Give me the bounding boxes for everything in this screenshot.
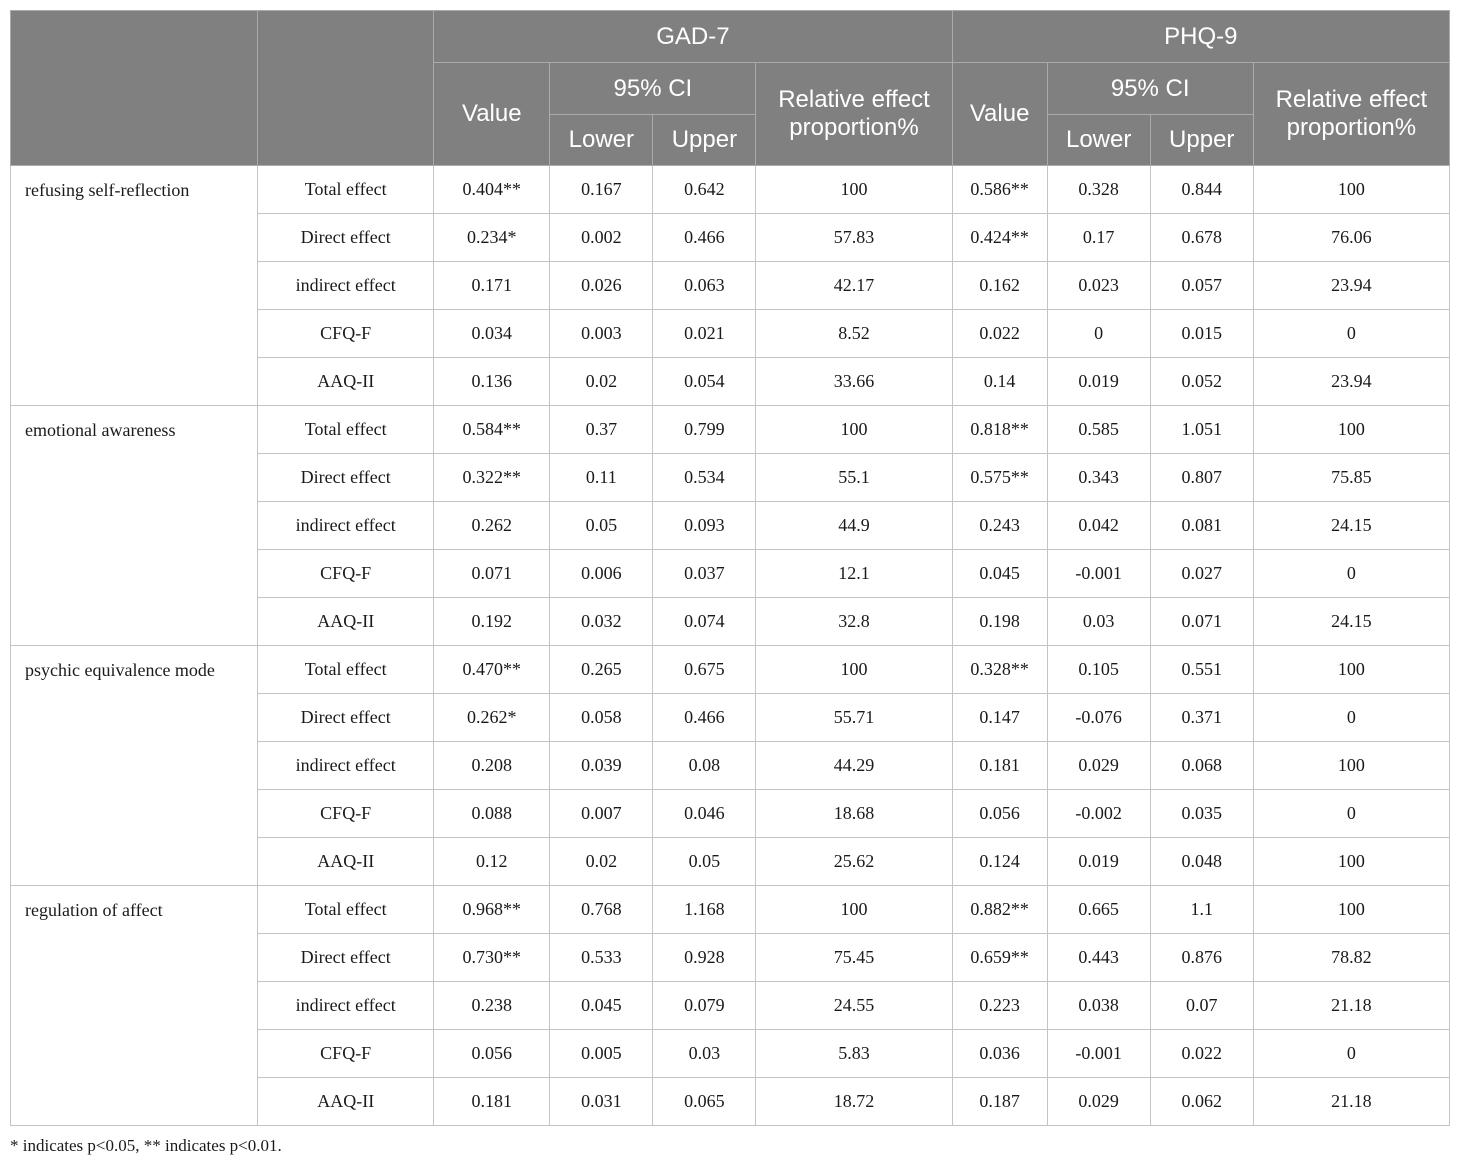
table-row (11, 886, 1450, 934)
gad7-ci-upper-cell: 0.046 (653, 790, 756, 838)
gad7-ci-lower-cell: 0.039 (550, 742, 653, 790)
header-phq9-ci: 95% CI (1047, 63, 1253, 115)
gad7-value-cell: 0.238 (434, 982, 550, 1030)
phq9-ci-upper-cell: 0.057 (1150, 262, 1253, 310)
phq9-value-cell: 0.243 (952, 502, 1047, 550)
effect-label: CFQ-F (258, 310, 434, 358)
phq9-ci-lower-cell: 0.585 (1047, 406, 1150, 454)
phq9-value-cell: 0.14 (952, 358, 1047, 406)
phq9-relative-proportion-cell: 23.94 (1253, 262, 1449, 310)
gad7-ci-upper-cell: 0.05 (653, 838, 756, 886)
phq9-value-cell: 0.223 (952, 982, 1047, 1030)
phq9-ci-lower-cell: 0.029 (1047, 1078, 1150, 1126)
phq9-value-cell: 0.818** (952, 406, 1047, 454)
header-phq9-lower: Lower (1047, 115, 1150, 166)
effect-label: Direct effect (258, 934, 434, 982)
phq9-relative-proportion-cell: 0 (1253, 550, 1449, 598)
phq9-ci-lower-cell: 0.03 (1047, 598, 1150, 646)
phq9-relative-proportion-cell: 21.18 (1253, 982, 1449, 1030)
gad7-value-cell: 0.071 (434, 550, 550, 598)
gad7-ci-upper-cell: 0.063 (653, 262, 756, 310)
gad7-value-cell: 0.12 (434, 838, 550, 886)
effect-label: indirect effect (258, 502, 434, 550)
header-phq9-relative: Relative effect proportion% (1253, 63, 1449, 166)
header-gad7-value: Value (434, 63, 550, 166)
gad7-ci-upper-cell: 0.074 (653, 598, 756, 646)
phq9-ci-upper-cell: 0.015 (1150, 310, 1253, 358)
gad7-value-cell: 0.208 (434, 742, 550, 790)
gad7-value-cell: 0.584** (434, 406, 550, 454)
phq9-value-cell: 0.575** (952, 454, 1047, 502)
predictor-label: psychic equivalence mode (11, 646, 258, 886)
gad7-value-cell: 0.088 (434, 790, 550, 838)
phq9-ci-upper-cell: 0.052 (1150, 358, 1253, 406)
phq9-ci-lower-cell: 0.328 (1047, 166, 1150, 214)
phq9-ci-upper-cell: 0.371 (1150, 694, 1253, 742)
header-gad7-upper: Upper (653, 115, 756, 166)
gad7-ci-lower-cell: 0.167 (550, 166, 653, 214)
gad7-ci-lower-cell: 0.045 (550, 982, 653, 1030)
gad7-ci-upper-cell: 0.079 (653, 982, 756, 1030)
phq9-ci-upper-cell: 0.876 (1150, 934, 1253, 982)
gad7-ci-upper-cell: 0.675 (653, 646, 756, 694)
phq9-relative-proportion-cell: 100 (1253, 742, 1449, 790)
phq9-relative-proportion-cell: 100 (1253, 406, 1449, 454)
effect-label: AAQ-II (258, 598, 434, 646)
phq9-ci-lower-cell: -0.001 (1047, 1030, 1150, 1078)
phq9-ci-upper-cell: 0.062 (1150, 1078, 1253, 1126)
predictor-label: regulation of affect (11, 886, 258, 1126)
phq9-ci-upper-cell: 0.035 (1150, 790, 1253, 838)
effect-label: Direct effect (258, 454, 434, 502)
gad7-relative-proportion-cell: 44.29 (756, 742, 952, 790)
phq9-ci-upper-cell: 1.1 (1150, 886, 1253, 934)
header-gad7-lower: Lower (550, 115, 653, 166)
phq9-relative-proportion-cell: 0 (1253, 790, 1449, 838)
phq9-ci-lower-cell: 0.105 (1047, 646, 1150, 694)
gad7-ci-upper-cell: 0.03 (653, 1030, 756, 1078)
effect-label: indirect effect (258, 742, 434, 790)
gad7-ci-upper-cell: 0.065 (653, 1078, 756, 1126)
header-blank-effect (258, 11, 434, 166)
effect-label: Total effect (258, 406, 434, 454)
phq9-ci-upper-cell: 0.844 (1150, 166, 1253, 214)
phq9-value-cell: 0.586** (952, 166, 1047, 214)
effect-label: indirect effect (258, 262, 434, 310)
gad7-ci-upper-cell: 1.168 (653, 886, 756, 934)
gad7-ci-lower-cell: 0.02 (550, 358, 653, 406)
gad7-ci-lower-cell: 0.768 (550, 886, 653, 934)
table-row (11, 166, 1450, 214)
gad7-relative-proportion-cell: 100 (756, 406, 952, 454)
gad7-ci-lower-cell: 0.37 (550, 406, 653, 454)
phq9-relative-proportion-cell: 75.85 (1253, 454, 1449, 502)
phq9-ci-upper-cell: 0.071 (1150, 598, 1253, 646)
mediation-effects-table (10, 10, 1450, 1126)
phq9-relative-proportion-cell: 100 (1253, 166, 1449, 214)
phq9-value-cell: 0.022 (952, 310, 1047, 358)
gad7-ci-lower-cell: 0.005 (550, 1030, 653, 1078)
gad7-value-cell: 0.730** (434, 934, 550, 982)
gad7-ci-upper-cell: 0.642 (653, 166, 756, 214)
phq9-value-cell: 0.659** (952, 934, 1047, 982)
effect-label: Total effect (258, 646, 434, 694)
gad7-relative-proportion-cell: 18.68 (756, 790, 952, 838)
phq9-relative-proportion-cell: 100 (1253, 646, 1449, 694)
gad7-ci-lower-cell: 0.533 (550, 934, 653, 982)
header-phq9: PHQ-9 (952, 11, 1449, 63)
gad7-ci-lower-cell: 0.002 (550, 214, 653, 262)
phq9-ci-lower-cell: -0.076 (1047, 694, 1150, 742)
phq9-value-cell: 0.147 (952, 694, 1047, 742)
phq9-relative-proportion-cell: 78.82 (1253, 934, 1449, 982)
effect-label: AAQ-II (258, 1078, 434, 1126)
phq9-value-cell: 0.036 (952, 1030, 1047, 1078)
gad7-relative-proportion-cell: 5.83 (756, 1030, 952, 1078)
phq9-value-cell: 0.882** (952, 886, 1047, 934)
gad7-ci-upper-cell: 0.466 (653, 694, 756, 742)
footnote: * indicates p<0.05, ** indicates p<0.01. (10, 1136, 282, 1155)
phq9-value-cell: 0.162 (952, 262, 1047, 310)
phq9-relative-proportion-cell: 24.15 (1253, 598, 1449, 646)
effect-label: CFQ-F (258, 1030, 434, 1078)
phq9-value-cell: 0.187 (952, 1078, 1047, 1126)
gad7-value-cell: 0.192 (434, 598, 550, 646)
gad7-ci-upper-cell: 0.08 (653, 742, 756, 790)
phq9-ci-upper-cell: 0.678 (1150, 214, 1253, 262)
phq9-ci-lower-cell: 0.019 (1047, 838, 1150, 886)
gad7-relative-proportion-cell: 75.45 (756, 934, 952, 982)
phq9-relative-proportion-cell: 100 (1253, 886, 1449, 934)
phq9-ci-upper-cell: 0.022 (1150, 1030, 1253, 1078)
phq9-relative-proportion-cell: 0 (1253, 1030, 1449, 1078)
phq9-ci-lower-cell: -0.001 (1047, 550, 1150, 598)
gad7-relative-proportion-cell: 55.71 (756, 694, 952, 742)
phq9-ci-lower-cell: 0.029 (1047, 742, 1150, 790)
gad7-value-cell: 0.322** (434, 454, 550, 502)
gad7-value-cell: 0.171 (434, 262, 550, 310)
header-gad7-relative: Relative effect proportion% (756, 63, 952, 166)
phq9-relative-proportion-cell: 23.94 (1253, 358, 1449, 406)
gad7-ci-lower-cell: 0.006 (550, 550, 653, 598)
phq9-ci-upper-cell: 1.051 (1150, 406, 1253, 454)
gad7-relative-proportion-cell: 24.55 (756, 982, 952, 1030)
effect-label: CFQ-F (258, 550, 434, 598)
gad7-value-cell: 0.262* (434, 694, 550, 742)
gad7-relative-proportion-cell: 25.62 (756, 838, 952, 886)
phq9-relative-proportion-cell: 0 (1253, 310, 1449, 358)
phq9-ci-upper-cell: 0.807 (1150, 454, 1253, 502)
phq9-relative-proportion-cell: 76.06 (1253, 214, 1449, 262)
phq9-value-cell: 0.056 (952, 790, 1047, 838)
phq9-value-cell: 0.424** (952, 214, 1047, 262)
gad7-value-cell: 0.034 (434, 310, 550, 358)
gad7-ci-upper-cell: 0.534 (653, 454, 756, 502)
gad7-value-cell: 0.181 (434, 1078, 550, 1126)
gad7-relative-proportion-cell: 100 (756, 646, 952, 694)
gad7-ci-lower-cell: 0.007 (550, 790, 653, 838)
gad7-ci-upper-cell: 0.466 (653, 214, 756, 262)
gad7-value-cell: 0.404** (434, 166, 550, 214)
gad7-relative-proportion-cell: 12.1 (756, 550, 952, 598)
effect-label: Direct effect (258, 214, 434, 262)
phq9-value-cell: 0.124 (952, 838, 1047, 886)
gad7-value-cell: 0.262 (434, 502, 550, 550)
phq9-relative-proportion-cell: 0 (1253, 694, 1449, 742)
phq9-ci-lower-cell: 0.019 (1047, 358, 1150, 406)
gad7-value-cell: 0.234* (434, 214, 550, 262)
phq9-ci-upper-cell: 0.068 (1150, 742, 1253, 790)
effect-label: indirect effect (258, 982, 434, 1030)
phq9-ci-lower-cell: 0.023 (1047, 262, 1150, 310)
gad7-ci-upper-cell: 0.799 (653, 406, 756, 454)
phq9-ci-lower-cell: 0.665 (1047, 886, 1150, 934)
gad7-ci-upper-cell: 0.093 (653, 502, 756, 550)
phq9-ci-upper-cell: 0.027 (1150, 550, 1253, 598)
gad7-value-cell: 0.968** (434, 886, 550, 934)
phq9-ci-lower-cell: 0 (1047, 310, 1150, 358)
table-row (11, 646, 1450, 694)
effect-label: Total effect (258, 166, 434, 214)
gad7-ci-lower-cell: 0.031 (550, 1078, 653, 1126)
phq9-ci-lower-cell: 0.343 (1047, 454, 1150, 502)
phq9-ci-upper-cell: 0.551 (1150, 646, 1253, 694)
gad7-relative-proportion-cell: 32.8 (756, 598, 952, 646)
gad7-relative-proportion-cell: 55.1 (756, 454, 952, 502)
gad7-relative-proportion-cell: 8.52 (756, 310, 952, 358)
phq9-value-cell: 0.198 (952, 598, 1047, 646)
phq9-ci-upper-cell: 0.081 (1150, 502, 1253, 550)
gad7-ci-upper-cell: 0.037 (653, 550, 756, 598)
phq9-ci-lower-cell: 0.443 (1047, 934, 1150, 982)
gad7-ci-lower-cell: 0.11 (550, 454, 653, 502)
gad7-ci-lower-cell: 0.003 (550, 310, 653, 358)
header-phq9-value: Value (952, 63, 1047, 166)
predictor-label: emotional awareness (11, 406, 258, 646)
phq9-ci-lower-cell: 0.17 (1047, 214, 1150, 262)
gad7-relative-proportion-cell: 33.66 (756, 358, 952, 406)
gad7-relative-proportion-cell: 57.83 (756, 214, 952, 262)
phq9-relative-proportion-cell: 100 (1253, 838, 1449, 886)
phq9-ci-lower-cell: 0.042 (1047, 502, 1150, 550)
table-body (11, 166, 1450, 1126)
gad7-ci-upper-cell: 0.021 (653, 310, 756, 358)
effect-label: CFQ-F (258, 790, 434, 838)
gad7-relative-proportion-cell: 42.17 (756, 262, 952, 310)
header-gad7: GAD-7 (434, 11, 952, 63)
gad7-relative-proportion-cell: 18.72 (756, 1078, 952, 1126)
gad7-relative-proportion-cell: 44.9 (756, 502, 952, 550)
phq9-value-cell: 0.045 (952, 550, 1047, 598)
header-blank-predictor (11, 11, 258, 166)
gad7-ci-lower-cell: 0.058 (550, 694, 653, 742)
gad7-ci-lower-cell: 0.026 (550, 262, 653, 310)
gad7-ci-lower-cell: 0.02 (550, 838, 653, 886)
table-row (11, 406, 1450, 454)
effect-label: Total effect (258, 886, 434, 934)
effect-label: AAQ-II (258, 358, 434, 406)
gad7-value-cell: 0.470** (434, 646, 550, 694)
phq9-relative-proportion-cell: 24.15 (1253, 502, 1449, 550)
header-gad7-ci: 95% CI (550, 63, 756, 115)
phq9-value-cell: 0.328** (952, 646, 1047, 694)
gad7-ci-lower-cell: 0.05 (550, 502, 653, 550)
phq9-ci-upper-cell: 0.048 (1150, 838, 1253, 886)
gad7-ci-upper-cell: 0.054 (653, 358, 756, 406)
gad7-ci-lower-cell: 0.032 (550, 598, 653, 646)
effect-label: Direct effect (258, 694, 434, 742)
gad7-ci-lower-cell: 0.265 (550, 646, 653, 694)
predictor-label: refusing self-reflection (11, 166, 258, 406)
phq9-ci-lower-cell: -0.002 (1047, 790, 1150, 838)
phq9-relative-proportion-cell: 21.18 (1253, 1078, 1449, 1126)
phq9-value-cell: 0.181 (952, 742, 1047, 790)
header-phq9-upper: Upper (1150, 115, 1253, 166)
gad7-value-cell: 0.136 (434, 358, 550, 406)
gad7-relative-proportion-cell: 100 (756, 886, 952, 934)
gad7-value-cell: 0.056 (434, 1030, 550, 1078)
gad7-relative-proportion-cell: 100 (756, 166, 952, 214)
phq9-ci-upper-cell: 0.07 (1150, 982, 1253, 1030)
effect-label: AAQ-II (258, 838, 434, 886)
phq9-ci-lower-cell: 0.038 (1047, 982, 1150, 1030)
gad7-ci-upper-cell: 0.928 (653, 934, 756, 982)
